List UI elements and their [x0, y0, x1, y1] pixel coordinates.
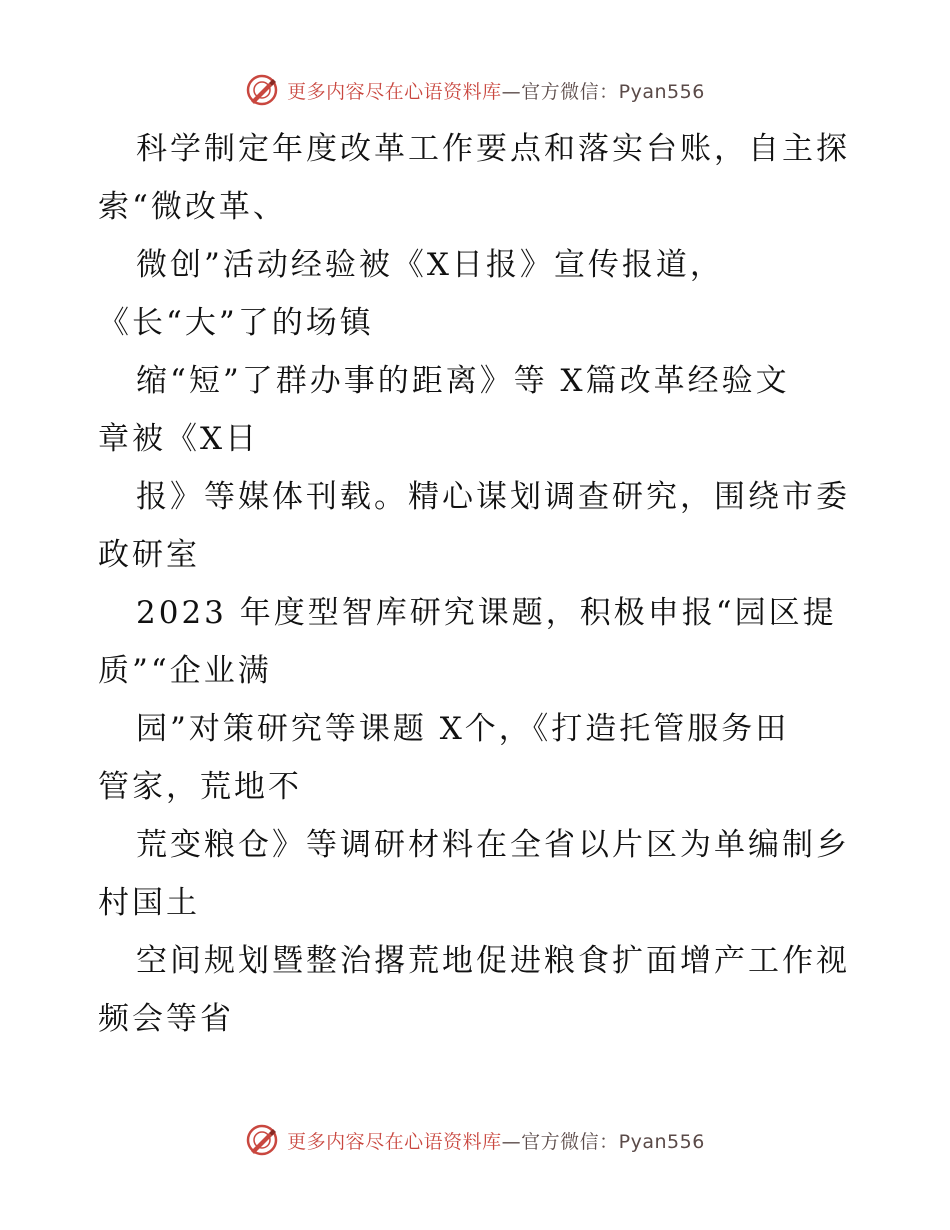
text-line: 2023 年度型智库研究课题，积极申报“园区提 — [136, 595, 837, 631]
pen-logo-icon — [245, 1123, 279, 1157]
text-line: 《长“大”了的场镇 — [98, 305, 374, 341]
text-line: 缩“短”了群办事的距离》等 X篇改革经验文 — [136, 363, 790, 399]
watermark-separator: — — [501, 80, 522, 103]
text-line: 质”“企业满 — [98, 653, 272, 689]
body-text — [98, 120, 868, 1048]
text-line: 村国土 — [98, 885, 200, 921]
text-line: 空间规划暨整治撂荒地促进粮食扩面增产工作视 — [136, 943, 850, 979]
watermark-text — [287, 1127, 705, 1154]
watermark-brand: 更多内容尽在心语资料库 — [287, 1130, 502, 1153]
watermark-contact: 官方微信：Pyan556 — [521, 80, 705, 103]
text-line: 政研室 — [98, 537, 200, 573]
text-line: 频会等省 — [98, 1001, 234, 1037]
footer-watermark — [0, 1120, 950, 1160]
header-watermark — [0, 70, 950, 110]
text-line: 园”对策研究等课题 X个，《打造托管服务田 — [136, 711, 790, 747]
watermark-contact: 官方微信：Pyan556 — [521, 1130, 705, 1153]
text-line: 科学制定年度改革工作要点和落实台账，自主探 — [136, 131, 850, 167]
watermark-text — [287, 77, 705, 104]
watermark-separator: — — [501, 1130, 522, 1153]
text-line: 章被《X日 — [98, 421, 260, 457]
text-line: 管家，荒地不 — [98, 769, 302, 805]
text-line: 荒变粮仓》等调研材料在全省以片区为单编制乡 — [136, 827, 850, 863]
text-line: 微创”活动经验被《X日报》宣传报道， — [136, 247, 724, 283]
text-line: 索“微改革、 — [98, 189, 287, 225]
watermark-brand: 更多内容尽在心语资料库 — [287, 80, 502, 103]
pen-logo-icon — [245, 73, 279, 107]
text-line: 报》等媒体刊载。精心谋划调查研究，围绕市委 — [136, 479, 850, 515]
